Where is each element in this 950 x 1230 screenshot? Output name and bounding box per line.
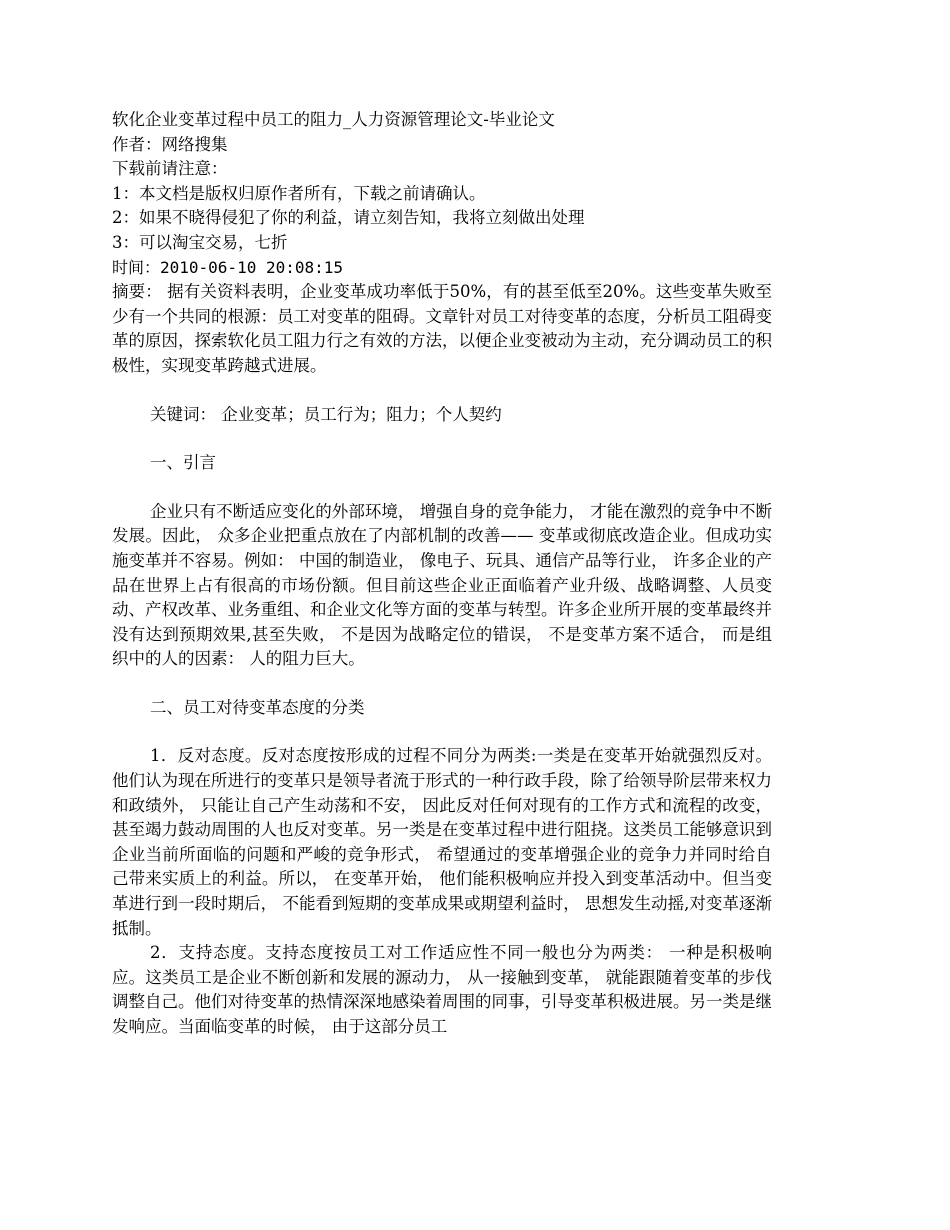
notice-heading: 下载前请注意： (112, 159, 228, 179)
abstract-paragraph: 摘要： 据有关资料表明，企业变革成功率低于50%，有的甚至低至20%。这些变革失败至少有一个共同的根源：员工对变革的阻碍。文章针对员工对待变革的态度，分析员工阻碍变革的原因，探索软化员工阻力行之有效的方法，以便企业变被动为主动，充分调动员工的积极性，实现变革跨越式进展。 (112, 282, 772, 375)
body-paragraph: 2．支持态度。支持态度按员工对工作适应性不同一般也分为两类： 一种是积极响应。这类员工是企业不断创新和发展的源动力， 从一接触到变革， 就能跟随着变革的步伐调整自己。他们对待变革的热情深深地感染着周围的同事，引导变革积极进展。另一类是继发响应。当面临变革的时候， 由于这部分员工 (112, 943, 772, 1036)
time-line: 时间：2010-06-10 20:08:15 (112, 257, 344, 277)
body-paragraph: 企业只有不断适应变化的外部环境， 增强自身的竞争能力， 才能在激烈的竞争中不断发展。因此， 众多企业把重点放在了内部机制的改善—— 变革或彻底改造企业。但成功实施变革并不容易。例如： 中国的制造业， 像电子、玩具、通信产品等行业， 许多企业的产品在世界上占有很高的市场份额。但目前这些企业正面临着产业升级、战略调整、人员变动、产权改革、业务重组、和企业文化等方面的变革与转型。许多企业所开展的变革最终并没有达到预期效果,甚至失败， 不是因为战略定位的错误， 不是变革方案不适合， 而是组织中的人的因素： 人的阻力巨大。 (112, 501, 772, 669)
section-heading: 一、引言 (150, 453, 216, 473)
author-line: 作者：网络搜集 (112, 134, 228, 154)
notice-item: 2：如果不晓得侵犯了你的利益，请立刻告知，我将立刻做出处理 (112, 208, 585, 228)
notice-item: 3：可以淘宝交易，七折 (112, 232, 288, 252)
body-paragraph: 1．反对态度。反对态度按形成的过程不同分为两类:一类是在变革开始就强烈反对。他们认为现在所进行的变革只是领导者流于形式的一种行政手段，除了给领导阶层带来权力和政绩外， 只能让自己产生动荡和不安， 因此反对任何对现有的工作方式和流程的改变， 甚至竭力鼓动周围的人也反对变革。另一类是在变革过程中进行阻挠。这类员工能够意识到企业当前所面临的问题和严峻的竞争形式， 希望通过的变革增强企业的竞争力并同时给自己带来实质上的利益。所以， 在变革开始， 他们能积极响应并投入到变革活动中。但当变革进行到一段时期后， 不能看到短期的变革成果或期望利益时， 思想发生动摇,对变革逐渐抵制。 (112, 746, 772, 938)
keywords-line: 关键词： 企业变革；员工行为；阻力；个人契约 (150, 404, 502, 424)
section-heading: 二、员工对待变革态度的分类 (150, 697, 365, 717)
document-page (112, 108, 772, 1040)
notice-item: 1：本文档是版权归原作者所有，下载之前请确认。 (112, 183, 486, 203)
document-title: 软化企业变革过程中员工的阻力_人力资源管理论文-毕业论文 (112, 110, 555, 129)
